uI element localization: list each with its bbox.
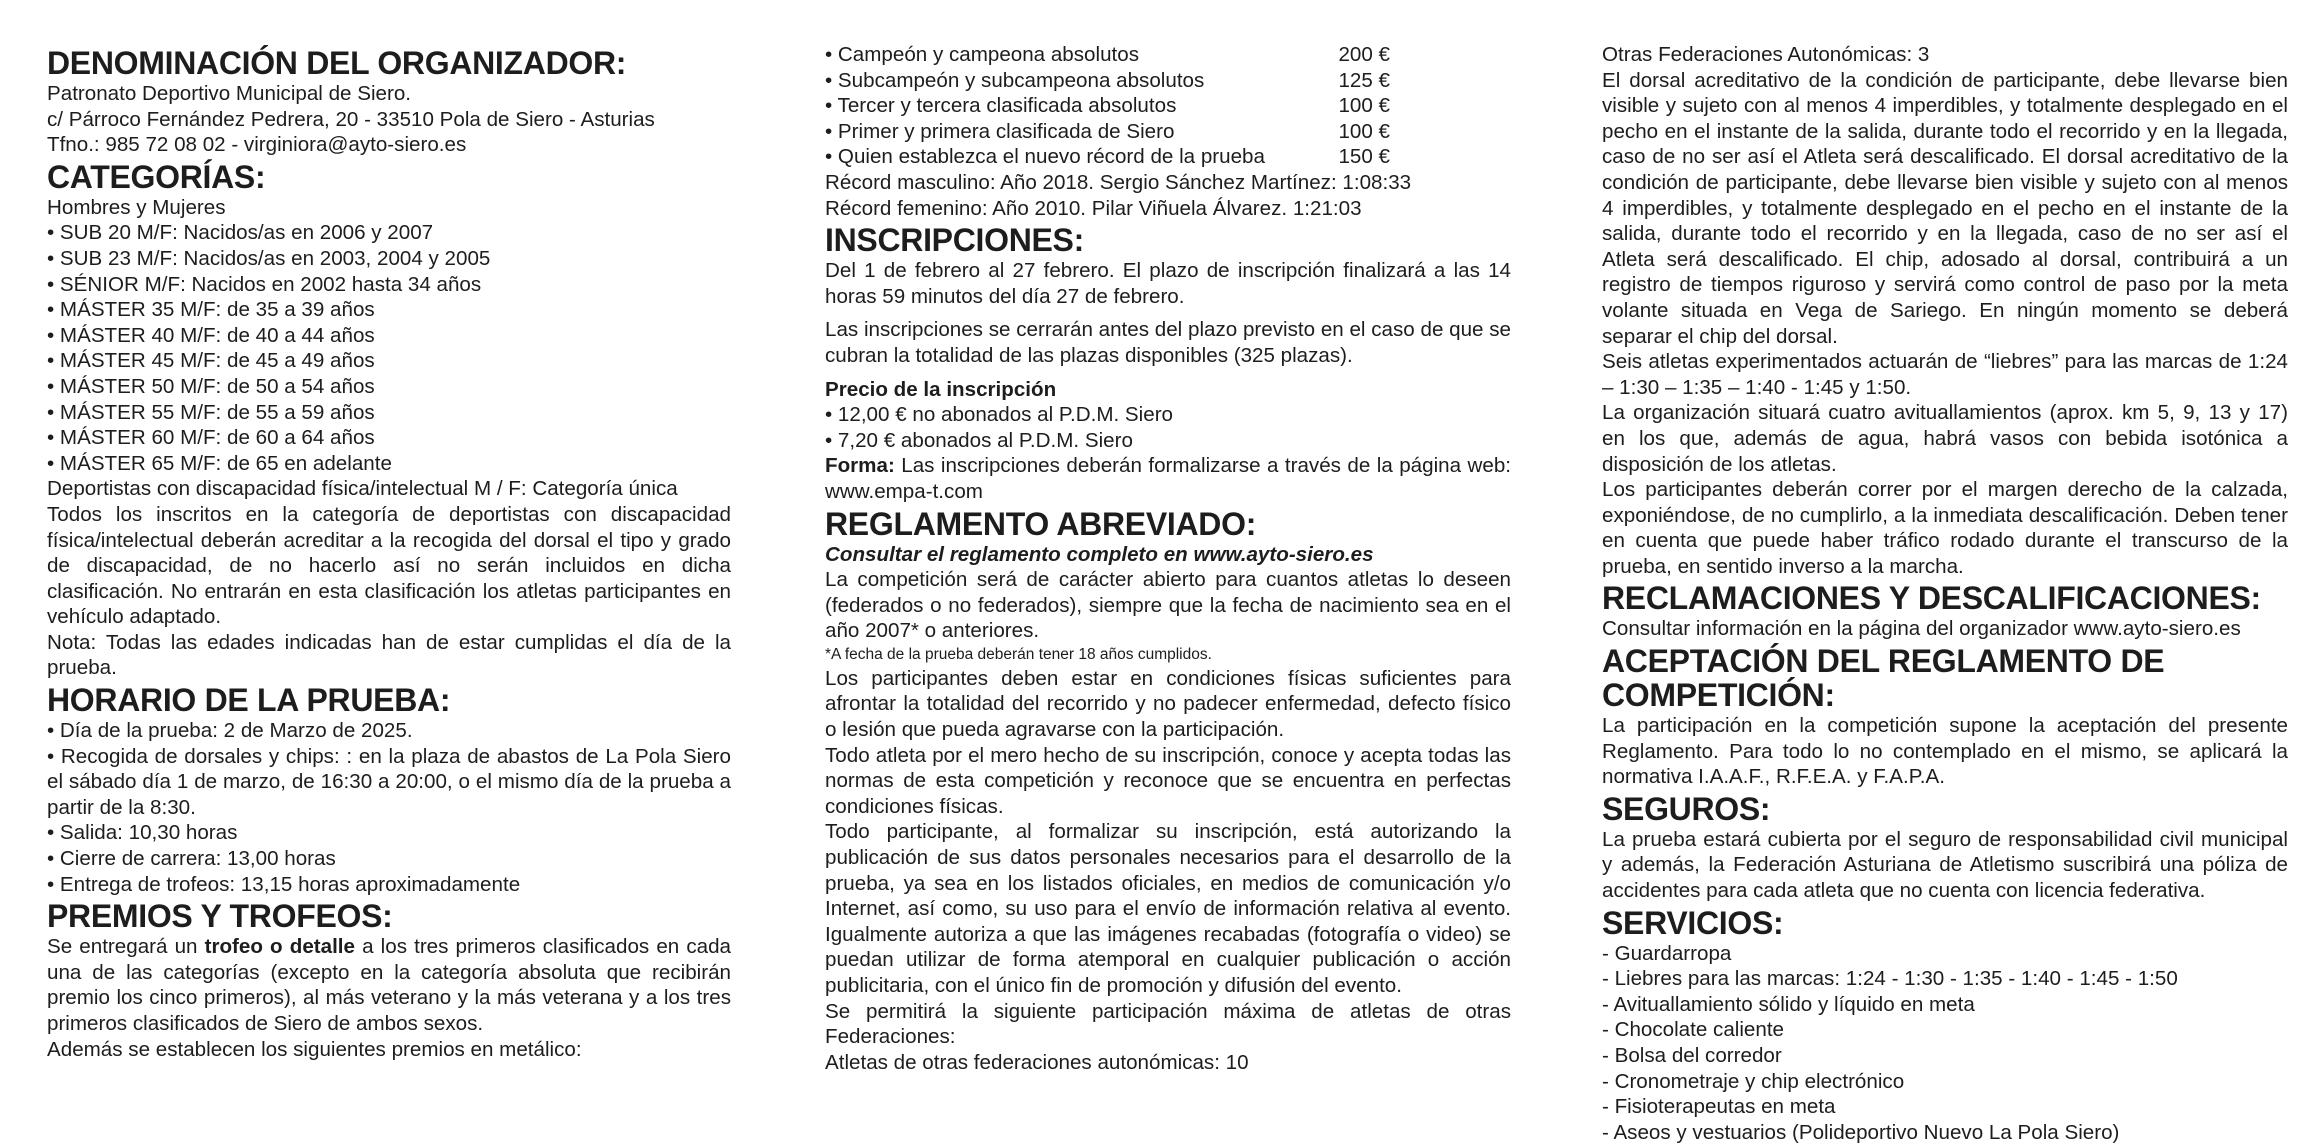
column-right: [1602, 42, 2288, 1145]
schedule-item: • Salida: 10,30 horas: [47, 821, 238, 845]
claims-heading: RECLAMACIONES Y DESCALIFICACIONES:: [1602, 580, 2261, 617]
rules-paragraph: La organización situará cuatro avituallamientos (aprox. km 5, 9, 13 y 17) en los que, además de agua, habrá vasos con bebida isotónica a disposición de los atletas.: [1602, 401, 2288, 476]
cash-prize-label: • Tercer y tercera clasificada absolutos: [825, 94, 1177, 118]
category-item: • MÁSTER 50 M/F: de 50 a 54 años: [47, 374, 375, 398]
category-item: • MÁSTER 65 M/F: de 65 en adelante: [47, 451, 392, 475]
rules-paragraph: El dorsal acreditativo de la condición de participante, debe llevarse bien visible y sujeto con al menos 4 imperdibles, y totalmente desplegado en el pecho en el instante de la salida, durante todo el recorrido y en la llegada, caso de no ser así el Atleta será descalificado. El dorsal acreditativo de la condición de participante, debe llevarse bien visible y sujeto con al menos 4 imperdibles, y totalmente desplegado en el pecho en el instante de la salida, durante todo el recorrido y en la llegada, caso de no ser así el Atleta será descalificado. El chip, adosado al dorsal, contribuirá a un registro de tiempos riguroso y servirá como control de paso por la meta volante situada en Vega de Sariego. En ningún momento se deberá separar el chip del dorsal.: [1602, 68, 2288, 348]
price-label: Precio de la inscripción: [825, 377, 1057, 401]
registration-capacity: Las inscripciones se cerrarán antes del plazo previsto en el caso de que se cubran la totalidad de las plazas disponibles (325 plazas).: [825, 318, 1511, 367]
category-item: • MÁSTER 40 M/F: de 40 a 44 años: [47, 323, 375, 347]
column-left: [47, 42, 731, 1062]
category-item: • SUB 20 M/F: Nacidos/as en 2006 y 2007: [47, 221, 434, 245]
service-item: - Bolsa del corredor: [1602, 1044, 1782, 1067]
disability-category: Deportistas con discapacidad física/intelectual M / F: Categoría única: [47, 477, 678, 501]
cash-prize-amount: 150 €: [1338, 145, 1390, 169]
services-heading: SERVICIOS:: [1602, 904, 1784, 941]
categories-heading: CATEGORÍAS:: [47, 158, 266, 195]
prizes-text-start: Se entregará un: [47, 935, 205, 959]
price-item: • 7,20 € abonados al P.D.M. Siero: [825, 428, 1133, 452]
cash-prize-amount: 100 €: [1338, 119, 1390, 143]
record-male: Récord masculino: Año 2018. Sergio Sánchez Martínez: 1:08:33: [825, 170, 1412, 194]
cash-prize-label: • Primer y primera clasificada de Siero: [825, 119, 1175, 143]
rules-paragraph: Seis atletas experimentados actuarán de “liebres” para las marcas de 1:24 – 1:30 – 1:35 – 1:40 - 1:45 y 1:50.: [1602, 350, 2288, 399]
organizer-heading: DENOMINACIÓN DEL ORGANIZADOR:: [47, 45, 627, 81]
rules-paragraph: Se permitirá la siguiente participación máxima de atletas de otras Federaciones:: [825, 999, 1511, 1049]
category-item: • SUB 23 M/F: Nacidos/as en 2003, 2004 y 2005: [47, 246, 491, 270]
insurance-text: La prueba estará cubierta por el seguro de responsabilidad civil municipal y además, la Federación Asturiana de Atletismo suscribirá una póliza de accidentes para cada atleta que no cuenta con licencia federativa.: [1602, 827, 2288, 903]
price-item: • 12,00 € no abonados al P.D.M. Siero: [825, 403, 1174, 427]
rules-paragraph: Los participantes deberán correr por el margen derecho de la calzada, exponiéndose, de no cumplirlo, a la inmediata descalificación. Deben tener en cuenta que puede haber tráfico rodado durante el transcurso de la prueba, en sentido inverso a la marcha.: [1602, 478, 2288, 578]
cash-prize-row: [825, 144, 1390, 170]
age-note: Nota: Todas las edades indicadas han de estar cumplidas el día de la prueba.: [47, 630, 731, 680]
disability-note: Todos los inscritos en la categoría de deportistas con discapacidad física/intelectual deberán acreditar a la recogida del dorsal el tipo y grado de discapacidad, de no hacerlo así no serán incluidos en dicha clasificación. No entrarán en esta clasificación los atletas participantes en vehículo adaptado.: [47, 502, 731, 629]
rules-paragraph: Todo atleta por el mero hecho de su inscripción, conoce y acepta todas las normas de esta competición y reconoce que se encuentra en perfectas condiciones físicas.: [825, 743, 1511, 818]
service-item: - Liebres para las marcas: 1:24 - 1:30 - 1:35 - 1:40 - 1:45 - 1:50: [1602, 967, 2178, 991]
cash-prize-row: [825, 119, 1390, 145]
service-item: - Guardarropa: [1602, 941, 1732, 965]
category-item: • MÁSTER 55 M/F: de 55 a 59 años: [47, 400, 375, 424]
schedule-item: • Día de la prueba: 2 de Marzo de 2025.: [47, 719, 413, 743]
cash-prize-amount: 100 €: [1338, 94, 1390, 118]
cash-prize-label: • Subcampeón y subcampeona absolutos: [825, 68, 1205, 92]
column-middle: [825, 42, 1511, 1075]
schedule-heading: HORARIO DE LA PRUEBA:: [47, 682, 451, 719]
category-item: • SÉNIOR M/F: Nacidos en 2002 hasta 34 años: [47, 272, 482, 296]
service-item: - Cronometraje y chip electrónico: [1602, 1069, 1905, 1093]
rules-paragraph: La competición será de carácter abierto para cuantos atletas lo deseen (federados o no federados), siempre que la fecha de nacimiento sea en el año 2007* o anteriores.: [825, 568, 1511, 643]
service-item: - Aseos y vestuarios (Polideportivo Nuevo La Pola Siero): [1602, 1120, 2120, 1144]
form-text: Las inscripciones deberán formalizarse a través de la página web: www.empa-t.com: [825, 454, 1511, 503]
category-item: • MÁSTER 45 M/F: de 45 a 49 años: [47, 349, 375, 373]
cash-prize-label: • Campeón y campeona absolutos: [825, 43, 1140, 66]
service-item: - Chocolate caliente: [1602, 1018, 1785, 1042]
category-item: • MÁSTER 60 M/F: de 60 a 64 años: [47, 426, 375, 450]
schedule-item: • Cierre de carrera: 13,00 horas: [47, 847, 336, 871]
rules-link-line: Consultar el reglamento completo en www.ayto-siero.es: [825, 542, 1374, 566]
schedule-item: • Recogida de dorsales y chips: : en la plaza de abastos de La Pola Siero el sábado día 1 de marzo, de 16:30 a 20:00, o el mismo día de la prueba a partir de la 8:30.: [47, 744, 731, 819]
cash-prize-row: [825, 42, 1390, 68]
acceptance-text: La participación en la competición supone la aceptación del presente Reglamento. Para todo lo no contemplado en el mismo, se aplicará la normativa I.A.A.F., R.F.E.A. y F.A.P.A.: [1602, 714, 2288, 789]
rules-heading: REGLAMENTO ABREVIADO:: [825, 505, 1257, 542]
cash-prize-row: [825, 93, 1390, 119]
registration-heading: INSCRIPCIONES:: [825, 222, 1084, 259]
cash-prize-label: • Quien establezca el nuevo récord de la prueba: [825, 145, 1265, 169]
prizes-text: [47, 934, 731, 1036]
rules-paragraph: Atletas de otras federaciones autonómicas: 10: [825, 1050, 1249, 1074]
insurance-heading: SEGUROS:: [1602, 790, 1771, 827]
service-item: - Avituallamiento sólido y líquido en meta: [1602, 992, 1975, 1016]
rules-footnote: *A fecha de la prueba deberán tener 18 años cumplidos.: [825, 645, 1212, 663]
registration-form: [825, 453, 1511, 504]
organizer-line: Tfno.: 985 72 08 02 - virginiora@ayto-siero.es: [47, 133, 467, 157]
schedule-item: • Entrega de trofeos: 13,15 horas aproximadamente: [47, 872, 521, 896]
rules-paragraph: Otras Federaciones Autonómicas: 3: [1602, 43, 1930, 66]
cash-prizes-intro: Además se establecen los siguientes premios en metálico:: [47, 1037, 582, 1061]
registration-dates: Del 1 de febrero al 27 febrero. El plazo de inscripción finalizará a las 14 horas 59 minutos del día 27 de febrero.: [825, 259, 1511, 308]
record-female: Récord femenino: Año 2010. Pilar Viñuela Álvarez. 1:21:03: [825, 196, 1362, 220]
rules-paragraph: Todo participante, al formalizar su inscripción, está autorizando la publicación de sus datos personales necesarios para el desarrollo de la prueba, ya sea en los listados oficiales, en medios de comunicación y/o Internet, así como, su uso para el envío de información relativa al evento. Igualmente autoriza a que las imágenes recabadas (fotografía o video) se puedan utilizar de forma atemporal en cualquier publicación o acción publicitaria, con el único fin de promoción y difusión del evento.: [825, 820, 1511, 997]
organizer-line: c/ Párroco Fernández Pedrera, 20 - 33510 Pola de Siero - Asturias: [47, 107, 655, 131]
prizes-heading: PREMIOS Y TROFEOS:: [47, 898, 393, 935]
prizes-text-bold: trofeo o detalle: [204, 935, 355, 959]
service-item: - Fisioterapeutas en meta: [1602, 1095, 1836, 1119]
category-item: • MÁSTER 35 M/F: de 35 a 39 años: [47, 298, 375, 322]
rules-paragraph: Los participantes deben estar en condiciones físicas suficientes para afrontar la totalidad del recorrido y no padecer enfermedad, defecto físico o lesión que pueda agravarse con la participación.: [825, 666, 1511, 742]
cash-prize-amount: 200 €: [1338, 43, 1390, 66]
organizer-line: Patronato Deportivo Municipal de Siero.: [47, 82, 412, 105]
prizes-text-end: a los tres primeros clasificados en cada una de las categorías (excepto en la categoría absoluta que recibirán premio los cinco primeros), al más veterano y la más veterana y a los tres primeros clasificados de Siero de ambos sexos.: [47, 935, 731, 1035]
cash-prize-amount: 125 €: [1338, 68, 1390, 92]
categories-intro: Hombres y Mujeres: [47, 195, 226, 219]
acceptance-heading: ACEPTACIÓN DEL REGLAMENTO DE COMPETICIÓN:: [1602, 643, 2165, 714]
claims-text: Consultar información en la página del organizador www.ayto-siero.es: [1602, 617, 2241, 641]
form-label: Forma:: [825, 454, 895, 478]
cash-prize-row: [825, 68, 1390, 94]
